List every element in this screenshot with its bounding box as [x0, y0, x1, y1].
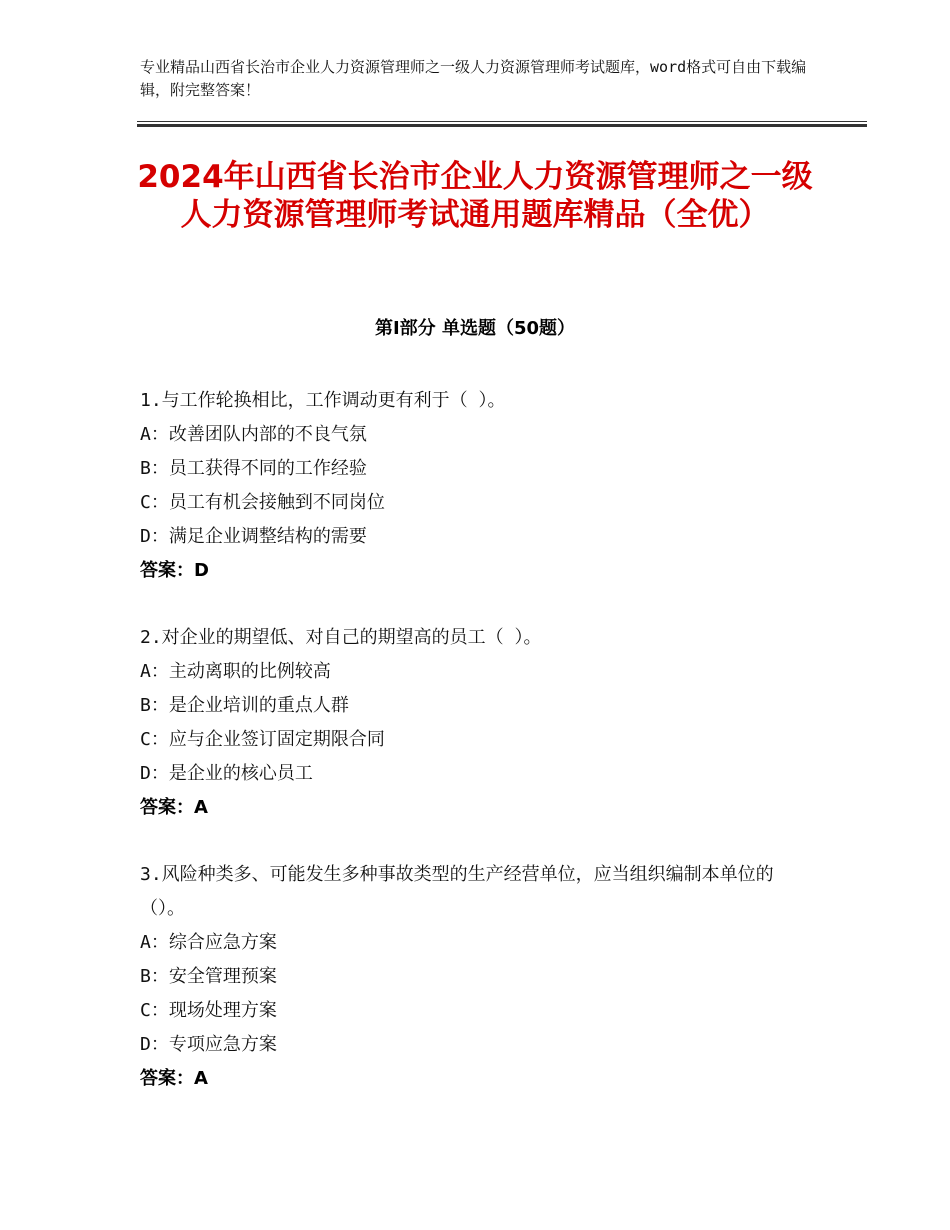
document-title: 2024年山西省长治市企业人力资源管理师之一级人力资源管理师考试通用题库精品（全优）: [137, 159, 813, 233]
option-d: D：是企业的核心员工: [140, 763, 313, 784]
option-c: C：应与企业签订固定期限合同: [140, 729, 385, 750]
option-a: A：主动离职的比例较高: [140, 661, 331, 682]
option-a: A：改善团队内部的不良气氛: [140, 424, 367, 445]
section-title: 第Ⅰ部分 单选题（50题）: [374, 318, 575, 339]
option-b: B：安全管理预案: [140, 966, 277, 987]
answer-label: 答案：A: [140, 1068, 208, 1089]
option-b: B：是企业培训的重点人群: [140, 695, 349, 716]
option-a: A：综合应急方案: [140, 932, 277, 953]
question-text: 1.与工作轮换相比，工作调动更有利于（ ）。: [140, 390, 506, 411]
header-divider-thin: [137, 121, 867, 122]
answer-label: 答案：D: [140, 560, 209, 581]
question-text: 2.对企业的期望低、对自己的期望高的员工（ ）。: [140, 627, 542, 648]
option-d: D：满足企业调整结构的需要: [140, 526, 367, 547]
question-text: 3.风险种类多、可能发生多种事故类型的生产经营单位，应当组织编制本单位的（）。: [140, 864, 774, 919]
question-item: [140, 621, 810, 825]
option-b: B：员工获得不同的工作经验: [140, 458, 367, 479]
question-list: [140, 384, 810, 1129]
answer-label: 答案：A: [140, 797, 208, 818]
header-divider-thick: [137, 124, 867, 127]
header-note: 专业精品山西省长治市企业人力资源管理师之一级人力资源管理师考试题库，word格式可自由下载编辑，附完整答案！: [140, 58, 807, 99]
option-d: D：专项应急方案: [140, 1034, 277, 1055]
option-c: C：员工有机会接触到不同岗位: [140, 492, 385, 513]
question-item: [140, 858, 810, 1096]
option-c: C：现场处理方案: [140, 1000, 277, 1021]
question-item: [140, 384, 810, 588]
